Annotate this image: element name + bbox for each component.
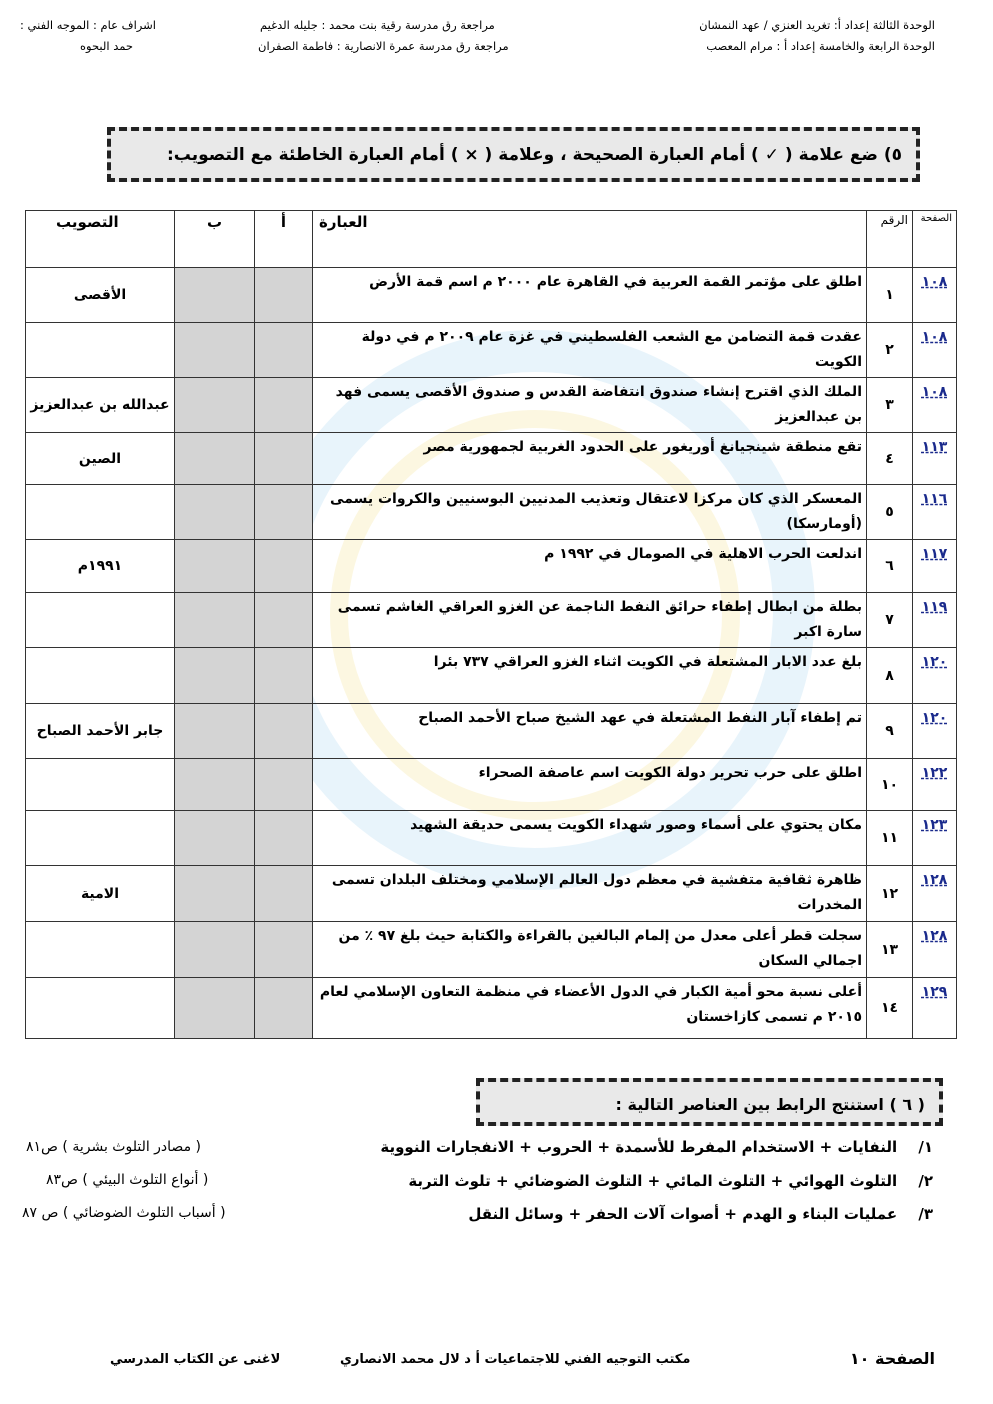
row-page-ref: ١٢٠	[913, 648, 957, 704]
row-page-ref: ١٢٢	[913, 759, 957, 811]
row-answer-a[interactable]	[255, 704, 313, 759]
table-row	[26, 433, 957, 485]
row-answer-a[interactable]	[255, 378, 313, 433]
row-page-ref: ١١٦	[913, 485, 957, 540]
row-correction: ١٩٩١م	[26, 540, 175, 593]
table-row	[26, 323, 957, 378]
question5-title: ٥) ضع علامة ( ✓ ) أمام العبارة الصحيحة ، وعلامة ( × ) أمام العبارة الخاطئة مع التصويب:	[166, 145, 902, 165]
row-number: ٥	[867, 485, 913, 540]
row-statement: اندلعت الحرب الاهلية في الصومال في ١٩٩٢ م	[313, 540, 867, 593]
row-number: ٦	[867, 540, 913, 593]
row-correction	[26, 811, 175, 866]
q6-item-2-elements: التلوث الهوائي + التلوث المائي + التلوث الضوضائي + تلوث التربة	[408, 1172, 898, 1190]
row-page-ref: ١١٩	[913, 593, 957, 648]
row-answer-a[interactable]	[255, 922, 313, 978]
q6-item-3-elements: عمليات البناء و الهدم + أصوات آلات الحفر + وسائل النقل	[468, 1205, 898, 1223]
row-correction	[26, 323, 175, 378]
header-line1-left: اشراف عام : الموجه الفني :	[20, 18, 156, 32]
footer-note: لاغنى عن الكتاب المدرسي	[110, 1352, 281, 1367]
q6-item-3-answer: ( أسباب التلوث الضوضائي ) ص ٨٧	[22, 1205, 226, 1221]
question6-title: ( ٦ ) استنتج الرابط بين العناصر التالية :	[615, 1095, 925, 1114]
table-row	[26, 593, 957, 648]
row-correction	[26, 922, 175, 978]
row-correction: عبدالله بن عبدالعزيز	[26, 378, 175, 433]
table-row	[26, 866, 957, 922]
q6-item-2	[408, 1172, 933, 1190]
q6-item-1-answer: ( مصادر التلوث بشرية ) ص٨١	[26, 1139, 201, 1155]
row-statement: عقدت قمة التضامن مع الشعب الفلسطيني في غزة عام ٢٠٠٩ م في دولة الكويت	[313, 323, 867, 378]
footer-page-label: الصفحة ١٠	[849, 1349, 935, 1368]
row-statement: تقع منطقة شينجيانغ أوريغور على الحدود الغربية لجمهورية مصر	[313, 433, 867, 485]
row-page-ref: ١١٧	[913, 540, 957, 593]
row-page-ref: ١٢٠	[913, 704, 957, 759]
row-correction: الأقصى	[26, 268, 175, 323]
row-answer-b[interactable]	[175, 922, 255, 978]
header-line2-right: الوحدة الرابعة والخامسة إعداد أ : مرام المعصب	[706, 39, 935, 53]
header-line1-right: الوحدة الثالثة إعداد أ: تغريد العنزي / عهد النمشان	[699, 18, 935, 32]
row-page-ref: ١٠٨	[913, 323, 957, 378]
header-page: الصفحة	[913, 211, 957, 268]
row-page-ref: ١٢٣	[913, 811, 957, 866]
q6-item-2-num: ٢/	[918, 1172, 933, 1190]
row-number: ٩	[867, 704, 913, 759]
table-row	[26, 704, 957, 759]
row-answer-b[interactable]	[175, 759, 255, 811]
table-row	[26, 811, 957, 866]
row-number: ١٣	[867, 922, 913, 978]
q6-item-1-elements: النفايات + الاستخدام المفرط للأسمدة + الحروب + الانفجارات النووية	[380, 1138, 898, 1156]
row-correction	[26, 978, 175, 1039]
row-statement: سجلت قطر أعلى معدل من إلمام البالغين بالقراءة والكتابة حيث بلغ ٩٧ ٪ من اجمالي السكان	[313, 922, 867, 978]
row-statement: بلغ عدد الابار المشتعلة في الكويت اثناء الغزو العراقي ٧٣٧ بئرا	[313, 648, 867, 704]
row-answer-a[interactable]	[255, 433, 313, 485]
header-fix: التصويب	[26, 211, 175, 268]
table-row	[26, 540, 957, 593]
header-num: الرقم	[867, 211, 913, 268]
question5-banner	[107, 127, 920, 182]
row-page-ref: ١٢٩	[913, 978, 957, 1039]
row-answer-b[interactable]	[175, 866, 255, 922]
row-correction: جابر الأحمد الصباح	[26, 704, 175, 759]
q6-item-2-answer: ( أنواع التلوث البيئي ) ص٨٣	[46, 1172, 209, 1188]
table-row	[26, 268, 957, 323]
row-answer-a[interactable]	[255, 593, 313, 648]
row-answer-b[interactable]	[175, 648, 255, 704]
table-row	[26, 485, 957, 540]
row-page-ref: ١٠٨	[913, 378, 957, 433]
row-statement: أعلى نسبة محو أمية الكبار في الدول الأعضاء في منظمة التعاون الإسلامي لعام ٢٠١٥ م تسمى كازاخستان	[313, 978, 867, 1039]
table-header-row	[26, 211, 957, 268]
table-row	[26, 759, 957, 811]
row-statement: تم إطفاء آبار النفط المشتعلة في عهد الشيخ صباح الأحمد الصباح	[313, 704, 867, 759]
row-answer-a[interactable]	[255, 866, 313, 922]
row-statement: بطلة من ابطال إطفاء حرائق النفط الناجمة عن الغزو العراقي الغاشم تسمى سارة اكبر	[313, 593, 867, 648]
row-answer-b[interactable]	[175, 323, 255, 378]
q6-item-1	[380, 1138, 933, 1156]
header-line2-left: حمد البحوه	[80, 39, 134, 53]
row-answer-b[interactable]	[175, 268, 255, 323]
row-answer-a[interactable]	[255, 540, 313, 593]
row-correction	[26, 759, 175, 811]
row-correction: الامية	[26, 866, 175, 922]
row-answer-a[interactable]	[255, 268, 313, 323]
header-a: أ	[255, 211, 313, 268]
row-number: ١١	[867, 811, 913, 866]
row-number: ٨	[867, 648, 913, 704]
row-page-ref: ١١٣	[913, 433, 957, 485]
row-correction	[26, 485, 175, 540]
row-answer-b[interactable]	[175, 978, 255, 1039]
row-answer-a[interactable]	[255, 811, 313, 866]
row-answer-b[interactable]	[175, 378, 255, 433]
table-row	[26, 648, 957, 704]
row-answer-b[interactable]	[175, 704, 255, 759]
row-answer-b[interactable]	[175, 540, 255, 593]
row-page-ref: ١٢٨	[913, 922, 957, 978]
row-statement: المعسكر الذي كان مركزا لاعتقال وتعذيب المدنيين البوسنيين والكروات يسمى (أومارسكا)	[313, 485, 867, 540]
table-row	[26, 378, 957, 433]
row-answer-b[interactable]	[175, 433, 255, 485]
header-statement: العبارة	[313, 211, 867, 268]
row-correction	[26, 648, 175, 704]
q6-item-1-num: ١/	[918, 1138, 933, 1156]
row-answer-a[interactable]	[255, 648, 313, 704]
row-statement: ظاهرة ثقافية متفشية في معظم دول العالم الإسلامي ومختلف البلدان تسمى المخدرات	[313, 866, 867, 922]
question6-banner	[476, 1078, 943, 1126]
row-answer-a[interactable]	[255, 759, 313, 811]
row-number: ٤	[867, 433, 913, 485]
row-statement: اطلق على مؤتمر القمة العربية في القاهرة عام ٢٠٠٠ م اسم قمة الأرض	[313, 268, 867, 323]
row-number: ٣	[867, 378, 913, 433]
q6-item-3	[468, 1205, 933, 1223]
row-correction	[26, 593, 175, 648]
row-number: ١٢	[867, 866, 913, 922]
row-answer-a[interactable]	[255, 978, 313, 1039]
row-page-ref: ١٠٨	[913, 268, 957, 323]
true-false-table	[25, 210, 957, 1039]
row-statement: مكان يحتوي على أسماء وصور شهداء الكويت يسمى حديقة الشهيد	[313, 811, 867, 866]
row-answer-b[interactable]	[175, 811, 255, 866]
header-line2-mid: مراجعة رق مدرسة عمرة الانصارية : فاطمة الصفران	[258, 39, 509, 53]
q6-item-3-num: ٣/	[918, 1205, 933, 1223]
row-answer-a[interactable]	[255, 323, 313, 378]
row-number: ١٤	[867, 978, 913, 1039]
header-line1-mid: مراجعة رق مدرسة رقية بنت محمد : جليله الدغيم	[260, 18, 495, 32]
row-number: ١٠	[867, 759, 913, 811]
row-answer-b[interactable]	[175, 485, 255, 540]
row-page-ref: ١٢٨	[913, 866, 957, 922]
row-number: ٧	[867, 593, 913, 648]
row-answer-b[interactable]	[175, 593, 255, 648]
row-number: ٢	[867, 323, 913, 378]
table-row	[26, 922, 957, 978]
row-statement: الملك الذي اقترح إنشاء صندوق انتفاضة القدس و صندوق الأقصى يسمى فهد بن عبدالعزيز	[313, 378, 867, 433]
row-correction: الصين	[26, 433, 175, 485]
row-number: ١	[867, 268, 913, 323]
header-b: ب	[175, 211, 255, 268]
header	[20, 18, 935, 58]
row-answer-a[interactable]	[255, 485, 313, 540]
footer-office: مكتب التوجيه الفني للاجتماعيات أ د لال محمد الانصاري	[340, 1352, 691, 1367]
row-statement: اطلق على حرب تحرير دولة الكويت اسم عاصفة الصحراء	[313, 759, 867, 811]
table-row	[26, 978, 957, 1039]
